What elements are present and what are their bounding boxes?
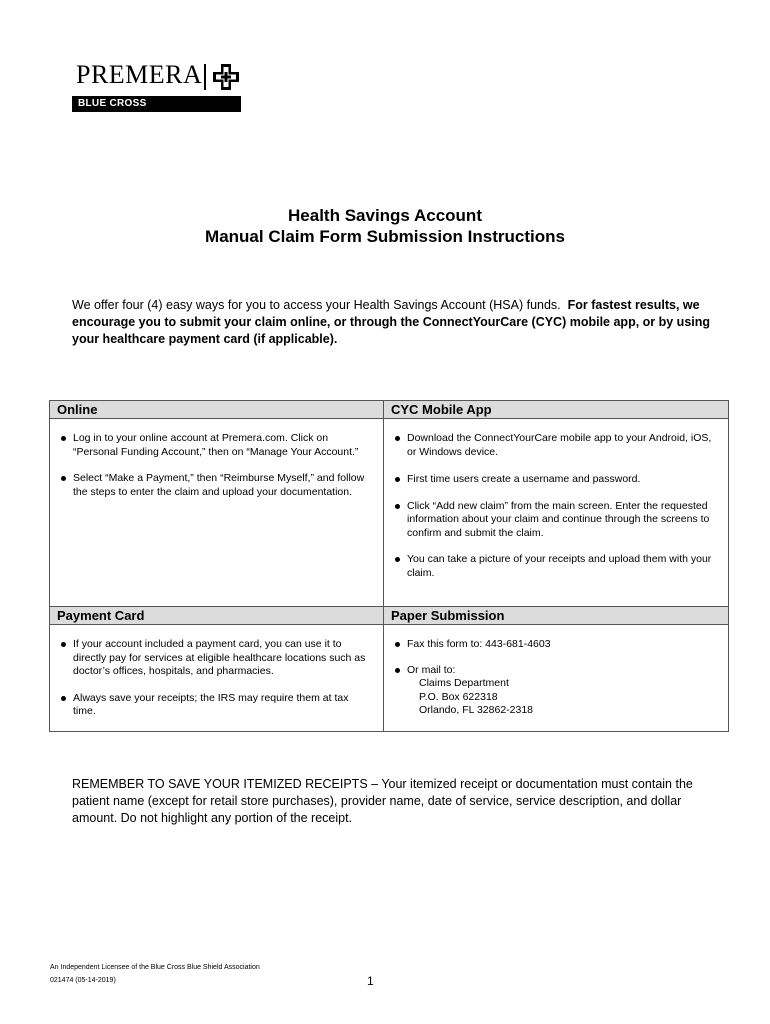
online-cell [55, 432, 373, 499]
intro-paragraph [72, 297, 712, 348]
logo-divider [204, 64, 206, 90]
online-header: Online [50, 401, 383, 419]
mobile-app-header: CYC Mobile App [384, 401, 728, 419]
paper-submission-cell [389, 638, 719, 718]
page-subtitle: Manual Claim Form Submission Instructions [205, 227, 565, 246]
page-number: 1 [367, 974, 374, 988]
receipt-reminder: REMEMBER TO SAVE YOUR ITEMIZED RECEIPTS – Your itemized receipt or documentation must contain the patient name (except for retail store purchases), provider name, date of service, service description, and dollar amount. Do not highlight any portion of the receipt. [72, 777, 693, 825]
form-code: 021474 (05-14-2019) [50, 977, 116, 984]
mailing-address [407, 677, 719, 718]
list-item: If your account included a payment card, you can use it to directly pay for services at eligible healthcare locations such as doctor’s offices, hospitals, and pharmacies. [55, 638, 373, 679]
intro-text: We offer four (4) easy ways for you to access your Health Savings Account (HSA) funds. [72, 298, 561, 312]
list-item: Click “Add new claim” from the main screen. Enter the requested information about your claim and continue through the screens to confirm and submit the claim. [389, 500, 719, 541]
mail-item [389, 664, 719, 718]
licensee-statement: An Independent Licensee of the Blue Cross Blue Shield Association [50, 964, 260, 971]
blue-cross-shield-icon [213, 64, 239, 90]
payment-card-header: Payment Card [50, 607, 383, 625]
blue-cross-band: BLUE CROSS [72, 96, 241, 112]
address-line: Claims Department [419, 677, 509, 689]
list-item: First time users create a username and password. [389, 473, 719, 487]
list-item: Select “Make a Payment,” then “Reimburse Myself,” and follow the steps to enter the claim and upload your documentation. [55, 472, 373, 499]
address-line: Orlando, FL 32862-2318 [419, 704, 534, 716]
page-title: Health Savings Account [288, 206, 482, 225]
list-item: Log in to your online account at Premera.com. Click on “Personal Funding Account,” then on “Manage Your Account.” [55, 432, 373, 459]
intro-emphasis: For fastest results, we encourage you to submit your claim online, or through the ConnectYourCare (CYC) mobile app, or by using your healthcare payment card (if applicable). [72, 298, 711, 346]
mobile-app-cell [389, 432, 719, 580]
list-item: Always save your receipts; the IRS may require them at tax time. [55, 692, 373, 719]
premera-logo-wordmark: PREMERA [76, 60, 203, 89]
list-item: Download the ConnectYourCare mobile app to your Android, iOS, or Windows device. [389, 432, 719, 459]
paper-submission-header: Paper Submission [384, 607, 728, 625]
mail-label: Or mail to: [407, 663, 456, 676]
address-line: P.O. Box 622318 [419, 690, 498, 703]
payment-card-cell [55, 638, 373, 719]
table-column-divider [383, 400, 384, 732]
list-item: You can take a picture of your receipts and upload them with your claim. [389, 553, 719, 580]
fax-item: Fax this form to: 443-681-4603 [389, 638, 719, 652]
